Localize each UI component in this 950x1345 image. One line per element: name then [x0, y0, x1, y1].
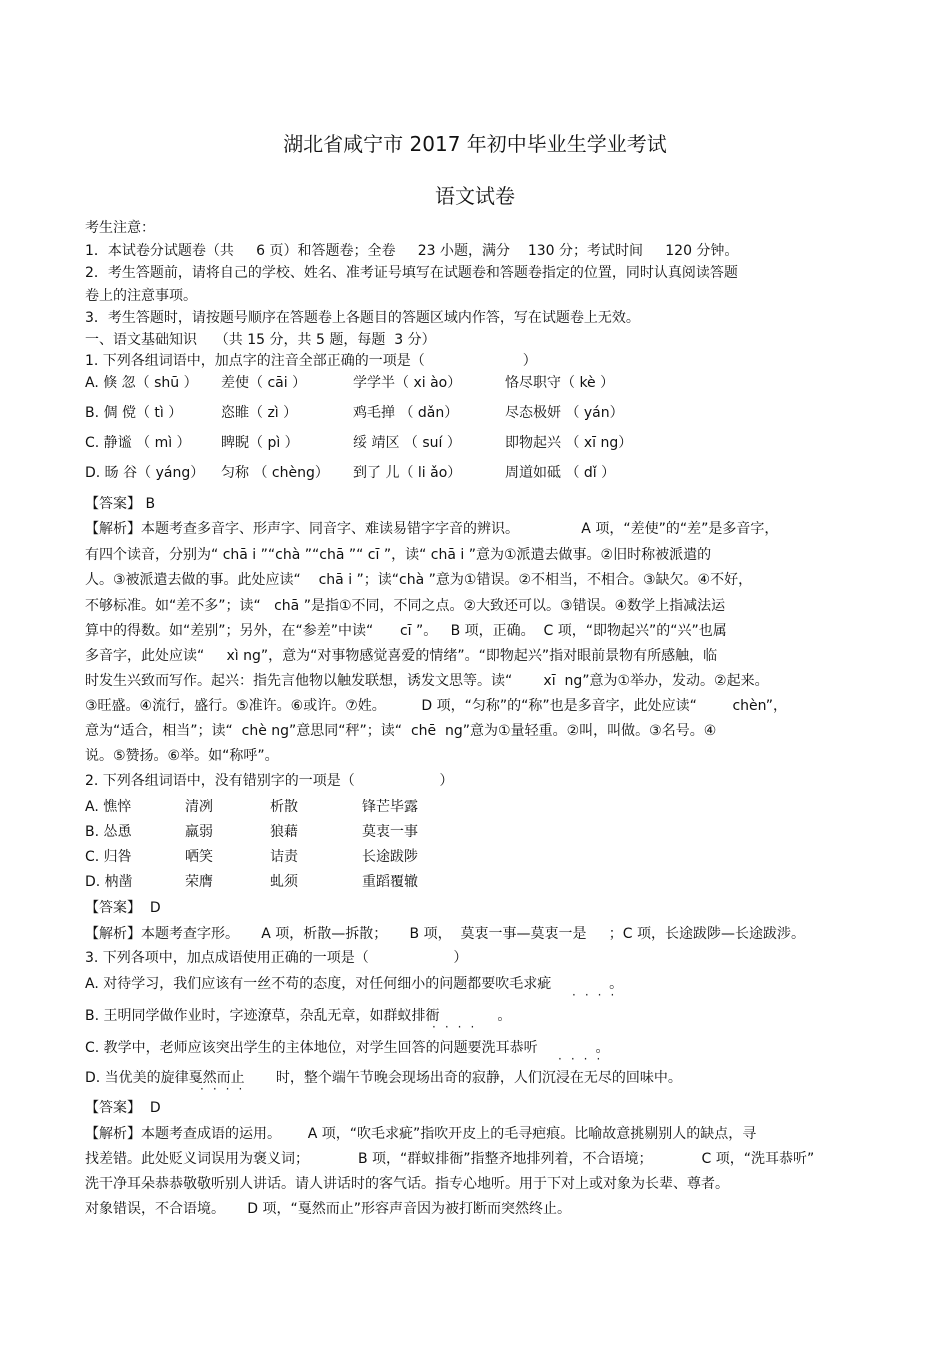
q1-analysis-line: ③旺盛。④流行，盛行。⑤准许。⑥或许。⑦姓。 D 项，“匀称”的“称”也是多音字，此处应读“ chèn”， [85, 698, 787, 714]
option-cell: 学学半（ xi ào） [353, 375, 462, 391]
notice-line: 卷上的注意事项。 [85, 288, 197, 304]
option-cell: 析散 [270, 799, 298, 815]
option-cell: 狼藉 [270, 824, 298, 840]
q3-analysis-line: 【解析】本题考查成语的运用。 A 项，“吹毛求疵”指吹开皮上的毛寻疤痕。比喻故意挑剔别人的缺点，寻 [85, 1126, 757, 1142]
option-cell: 即物起兴 （ xī ng） [505, 435, 633, 451]
q3-analysis-line: 洗干净耳朵恭恭敬敬听别人讲话。请人讲话时的客气话。指专心地听。用于下对上或对象为长辈、尊者。 [85, 1176, 729, 1192]
q2-answer: 【答案】 D [85, 900, 161, 916]
emphasis-dots: ···· [572, 988, 624, 1002]
q3-analysis-line: 对象错误，不合语境。 D 项，“戛然而止”形容声音因为被打断而突然终止。 [85, 1201, 571, 1217]
section-heading: 一、语文基础知识 （共 15 分，共 5 题，每题 3 分） [85, 332, 436, 348]
q1-stem: 1. 下列各组词语中，加点字的注音全部正确的一项是（ ） [85, 353, 537, 369]
option-cell: C. 静谧 （ mì ） [85, 435, 191, 451]
q1-analysis-line: 时发生兴致而写作。起兴：指先言他物以触发联想，诱发文思等。读“ xī ng”意为①举办，发动。②起来。 [85, 673, 769, 689]
option-cell: 莫衷一事 [362, 824, 418, 840]
option-cell: 诘责 [270, 849, 298, 865]
emphasis-dots: ···· [558, 1052, 610, 1066]
option-cell: 荣膺 [185, 874, 213, 890]
option-cell: 睥睨（ pì ） [221, 435, 299, 451]
q3-option-b: B. 王明同学做作业时，字迹潦草，杂乱无章，如群蚁排衙 。 [85, 1008, 512, 1024]
q1-analysis-line: 有四个读音，分别为“ chā i ”“chà ”“chā ”“ cī ”，读“ chā i ”意为①派遣去做事。②旧时称被派遣的 [85, 547, 712, 563]
option-cell: 长途跋陟 [362, 849, 418, 865]
option-cell: 恣睢（ zì ） [221, 405, 298, 421]
notice-heading: 考生注意： [85, 220, 155, 236]
q3-option-d: D. 当优美的旋律戛然而止 时，整个端午节晚会现场出奇的寂静，人们沉浸在无尽的回味中。 [85, 1070, 682, 1086]
option-cell: B. 怂恿 [85, 824, 132, 840]
exam-subtitle: 语文试卷 [435, 184, 515, 208]
option-cell: 鸡毛掸 （ dǎn） [353, 405, 459, 421]
option-cell: C. 归咎 [85, 849, 132, 865]
option-cell: 恪尽职守（ kè ） [505, 375, 615, 391]
exam-title: 湖北省咸宁市 2017 年初中毕业生学业考试 [283, 132, 667, 156]
option-cell: D. 旸 谷（ yáng） [85, 465, 205, 481]
option-cell: A. 倏 忽（ shū ） [85, 375, 198, 391]
option-cell: A. 憔悴 [85, 799, 132, 815]
q3-analysis-line: 找差错。此处贬义词误用为褒义词； B 项，“群蚁排衙”指整齐地排列着，不合语境； C 项，“洗耳恭听” [85, 1151, 815, 1167]
option-cell: 周道如砥 （ dǐ ） [505, 465, 616, 481]
emphasis-dots: ···· [432, 1020, 484, 1034]
q1-answer: 【答案】 B [85, 496, 156, 512]
option-cell: 绥 靖区 （ suí ） [353, 435, 461, 451]
q2-analysis-line: 【解析】本题考查字形。 A 项，析散—拆散； B 项， 莫衷一事—莫衷一是 ；C 项，长途跋陟—长途跋涉。 [85, 926, 805, 942]
q3-answer: 【答案】 D [85, 1100, 161, 1116]
option-cell: 重蹈覆辙 [362, 874, 418, 890]
option-cell: 清冽 [185, 799, 213, 815]
option-cell: 到了 儿（ li ǎo） [353, 465, 462, 481]
option-cell: 尽态极妍 （ yán） [505, 405, 624, 421]
notice-line: 1．本试卷分试题卷（共 6 页）和答题卷；全卷 23 小题，满分 130 分；考试时间 120 分钟。 [85, 243, 739, 259]
option-cell: 哂笑 [185, 849, 213, 865]
emphasis-dots: ···· [200, 1082, 252, 1096]
option-cell: 锋芒毕露 [362, 799, 418, 815]
notice-line: 3．考生答题时，请按题号顺序在答题卷上各题目的答题区域内作答，写在试题卷上无效。 [85, 310, 640, 326]
q1-analysis-line: 说。⑤赞扬。⑥举。如“称呼”。 [85, 748, 279, 764]
option-cell: 羸弱 [185, 824, 213, 840]
option-cell: 虬须 [270, 874, 298, 890]
q3-option-a: A. 对待学习，我们应该有一丝不苟的态度，对任何细小的问题都要吹毛求疵 。 [85, 976, 624, 992]
q1-analysis-line: 多音字，此处应读“ xì ng”，意为“对事物感觉喜爱的情绪”。“即物起兴”指对眼前景物有所感触，临 [85, 648, 718, 664]
option-cell: D. 枘凿 [85, 874, 133, 890]
q3-stem: 3. 下列各项中，加点成语使用正确的一项是（ ） [85, 950, 468, 966]
q3-option-c: C. 教学中，老师应该突出学生的主体地位，对学生回答的问题要洗耳恭听 。 [85, 1040, 610, 1056]
option-cell: 差使（ cāi ） [221, 375, 307, 391]
q1-analysis-line: 【解析】本题考查多音字、形声字、同音字、难读易错字字音的辨识。 A 项，“差使”的“差”是多音字， [85, 521, 779, 537]
q2-stem: 2. 下列各组词语中，没有错别字的一项是（ ） [85, 773, 454, 789]
q1-analysis-line: 不够标准。如“差不多”；读“ chā ”是指①不同，不同之点。②大致还可以。③错误。④数学上指减法运 [85, 598, 726, 614]
q1-analysis-line: 人。③被派遣去做的事。此处应读“ chā i ”；读“chà ”意为①错误。②不相当，不相合。③缺欠。④不好， [85, 572, 753, 588]
option-cell: B. 倜 傥（ tì ） [85, 405, 183, 421]
option-cell: 匀称 （ chèng） [221, 465, 329, 481]
notice-line: 2．考生答题前，请将自己的学校、姓名、准考证号填写在试题卷和答题卷指定的位置，同时认真阅读答题 [85, 265, 738, 281]
q1-analysis-line: 算中的得数。如“差别”；另外，在“参差”中读“ cī ”。 B 项，正确。 C 项，“即物起兴”的“兴”也属 [85, 623, 727, 639]
q1-analysis-line: 意为“适合，相当”；读“ chè ng”意思同“秤”；读“ chē ng”意为①量轻重。②叫，叫做。③名号。④ [85, 723, 717, 739]
